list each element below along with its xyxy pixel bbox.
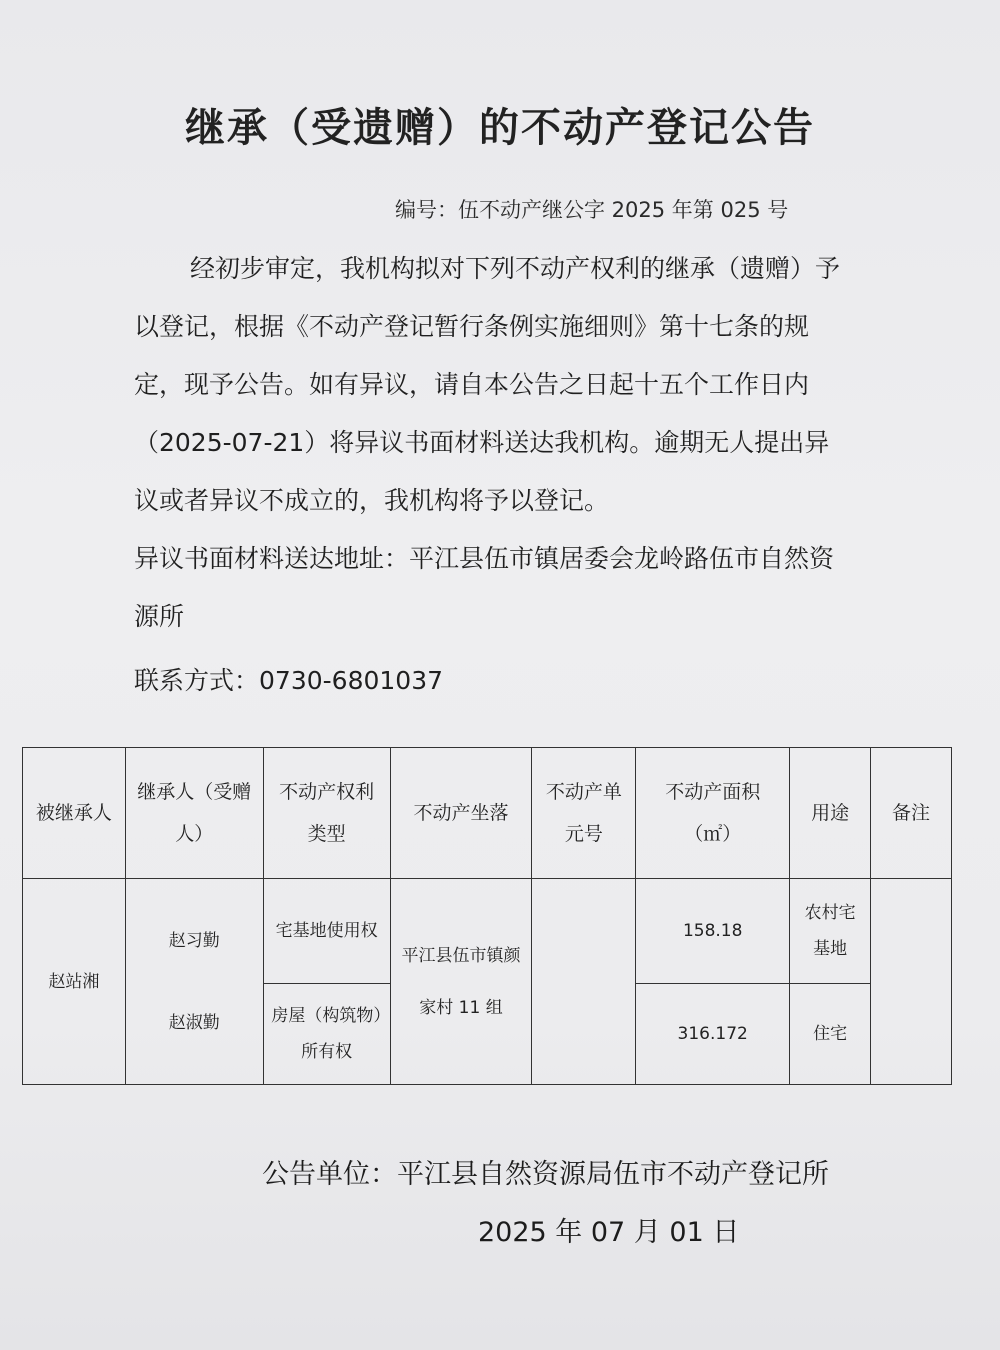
objection-address: 异议书面材料送达地址：平江县伍市镇居委会龙岭路伍市自然资源所 [134, 544, 835, 631]
header-decedent: 被继承人 [23, 748, 126, 879]
notice-paragraph-main: 经初步审定，我机构拟对下列不动产权利的继承（遗赠）予以登记，根据《不动产登记暂行条例实施细则》第十七条的规定，现予公告。如有异议，请自本公告之日起十五个工作日内（2025-07-21）将异议书面材料送达我机构。逾期无人提出异议或者异议不成立的，我机构将予以登记。 [134, 254, 841, 515]
contact-info [134, 652, 854, 710]
header-unit-number: 不动产单元号 [532, 748, 636, 879]
contact-phone: 0730-6801037 [259, 666, 443, 695]
right-type-cell: 宅基地使用权 [263, 879, 390, 984]
issuing-unit: 公告单位：平江县自然资源局伍市不动产登记所 [262, 1159, 829, 1190]
decedent-cell: 赵站湘 [23, 879, 126, 1085]
issue-date: 2025 年 07 月 01 日 [478, 1217, 740, 1248]
area-cell: 158.18 [636, 879, 790, 984]
table-header-row [23, 748, 952, 879]
notice-title: 继承（受遗赠）的不动产登记公告 [185, 105, 815, 151]
heir-name: 赵习勤 [168, 930, 220, 951]
registration-table [22, 747, 952, 1085]
header-heir: 继承人（受赠人） [125, 748, 263, 879]
header-remark: 备注 [871, 748, 952, 879]
area-cell: 316.172 [636, 984, 790, 1085]
right-type-cell: 房屋（构筑物）所有权 [263, 984, 390, 1085]
document-number: 编号：伍不动产继公字 2025 年第 025 号 [395, 198, 789, 222]
use-cell: 农村宅基地 [790, 879, 871, 984]
table-row [23, 879, 952, 984]
contact-label: 联系方式： [134, 666, 260, 695]
header-area: 不动产面积（㎡） [636, 748, 790, 879]
use-cell: 住宅 [790, 984, 871, 1085]
heir-name: 赵淑勤 [168, 1012, 220, 1033]
unit-number-cell [532, 879, 636, 1085]
remark-cell [871, 879, 952, 1085]
location-cell: 平江县伍市镇颜家村 11 组 [390, 879, 532, 1085]
header-use: 用途 [790, 748, 871, 879]
header-right-type: 不动产权利类型 [263, 748, 390, 879]
header-location: 不动产坐落 [390, 748, 532, 879]
heirs-cell [125, 879, 263, 1085]
